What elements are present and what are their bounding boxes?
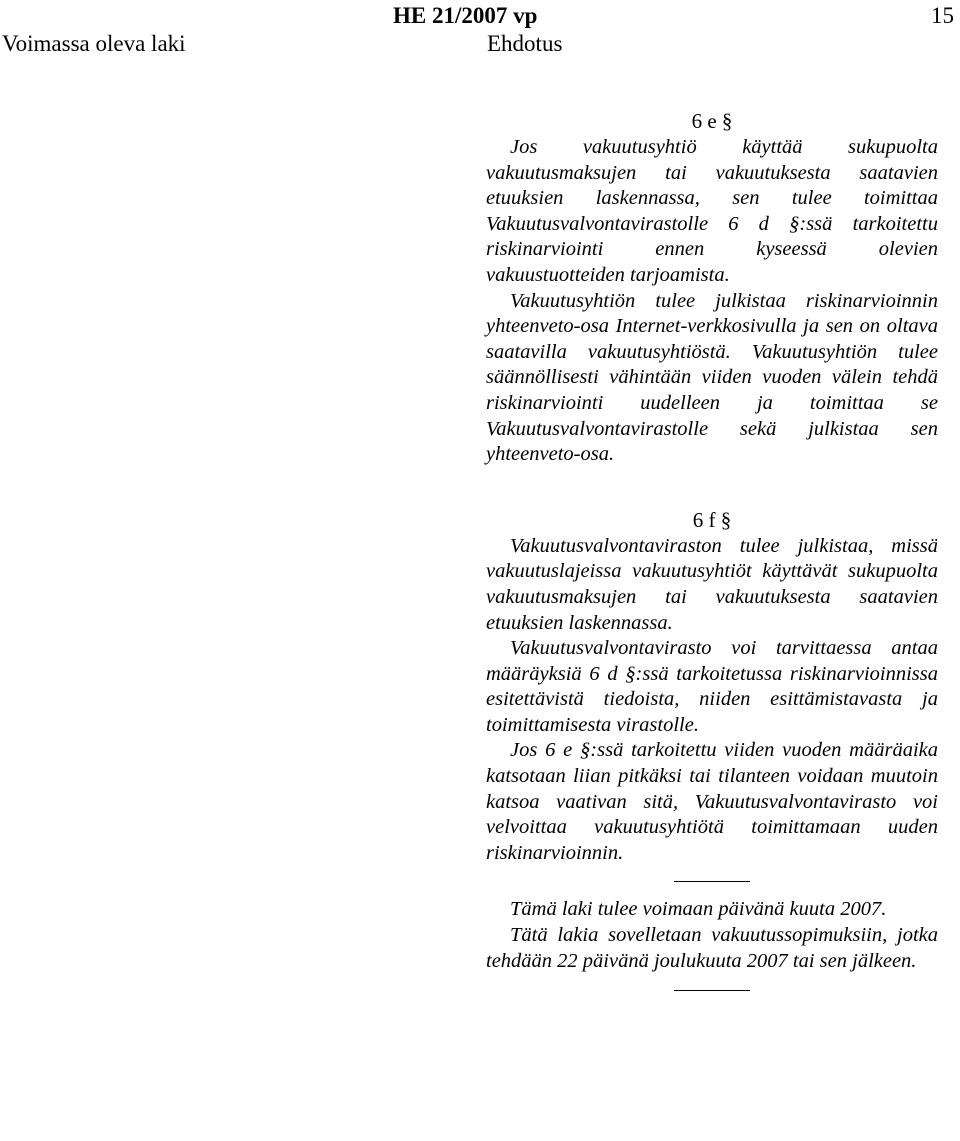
section-gap [486, 468, 938, 507]
page-number: 15 [931, 3, 954, 28]
paragraph: Tätä lakia sovelletaan vakuutussopimuksiin, jotka tehdään 22 päivänä joulukuuta 2007 tai sen jälkeen. [486, 924, 938, 972]
paragraph: Jos vakuutusyhtiö käyttää sukupuolta vakuutusmaksujen tai vakuutuksesta saatavien etuuksien laskennassa, sen tulee toimittaa Vakuutusvalvontavirastolle 6 d §:ssä tarkoitettu riskinarviointi ennen kyseessä olevien vakuustuotteiden tarjoamista. [486, 136, 938, 286]
entry-into-force [486, 897, 938, 974]
paragraph: Vakuutusyhtiön tulee julkistaa riskinarvioinnin yhteenveto-osa Internet-verkkosivulla ja sen on oltava saatavilla vakuutusyhtiöstä. Vakuutusyhtiön tulee säännöllisesti vähintään viiden vuoden välein tehdä riskinarviointi uudelleen ja toimittaa se Vakuutusvalvontavirastolle sekä julkistaa sen yhteenveto-osa. [486, 289, 938, 466]
paragraph: Vakuutusvalvontaviraston tulee julkistaa, missä vakuutuslajeissa vakuutusyhtiöt käyttävät sukupuolta vakuutusmaksujen tai vakuutuksesta saatavien etuuksien laskennassa. [486, 534, 938, 634]
paragraph: Jos 6 e §:ssä tarkoitettu viiden vuoden määräaika katsotaan liian pitkäksi tai tilanteen voidaan muutoin katsoa vaativan sitä, Vakuutusvalvontavirasto voi velvoittaa vakuutusyhtiötä toimittamaan uuden riskinarvioinnin. [486, 739, 938, 864]
paragraph: Tämä laki tulee voimaan päivänä kuuta 2007. [510, 898, 887, 921]
section-6f [486, 507, 938, 867]
section-number: 6 e § [691, 109, 733, 133]
section-6e [486, 108, 938, 468]
end-separator-line [674, 990, 750, 991]
section-number: 6 f § [692, 507, 732, 532]
left-column-title: Voimassa oleva laki [2, 31, 186, 56]
separator-line [674, 881, 750, 882]
document-id: HE 21/2007 vp [393, 3, 538, 28]
page-header [0, 0, 960, 60]
paragraph: Vakuutusvalvontavirasto voi tarvittaessa antaa määräyksiä 6 d §:ssä tarkoitetussa riskinarvioinnissa esitettävistä tiedoista, niiden esittämistavasta ja toimittamisesta virastolle. [486, 637, 938, 736]
right-column-title: Ehdotus [487, 31, 563, 56]
proposal-column [486, 108, 938, 991]
